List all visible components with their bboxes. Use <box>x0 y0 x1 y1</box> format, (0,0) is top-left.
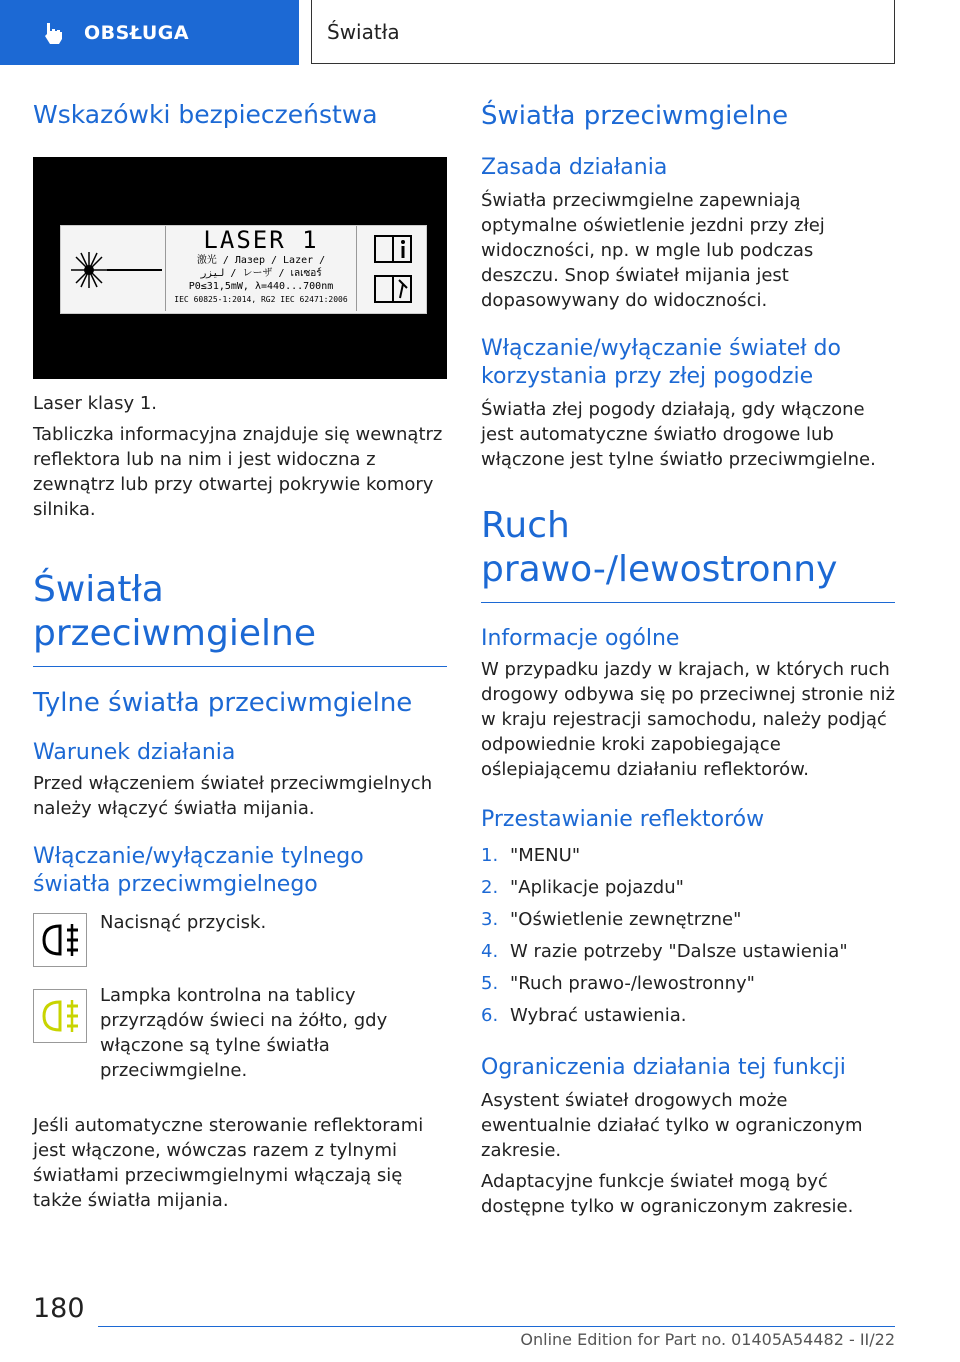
list-item: 3. "Oświetlenie zewnętrzne" <box>481 909 742 930</box>
condition-heading: Warunek działania <box>33 740 236 765</box>
rear-fog-indicator-icon <box>38 996 82 1036</box>
limits-text-2: Adaptacyjne funkcje świateł mogą być dostępne tylko w ograniczonym zakresie. <box>481 1171 854 1217</box>
bad-weather-text: Światła złej pogody działają, gdy włączone jest automatyczne światło drogowe lub włączone jest tylne światło przeciwmgielne. <box>481 399 876 470</box>
section-label: OBSŁUGA <box>84 21 190 44</box>
laser-line-2: ليزر / レーザ / เลเซอร์ <box>200 268 322 279</box>
limits-text-1: Asystent świateł drogowych może ewentualnie działać tylko w ograniczonym zakresie. <box>481 1090 863 1161</box>
laser-class-text: Laser klasy 1. <box>33 393 158 414</box>
laser-label-plate <box>60 225 427 314</box>
list-item: 2. "Aplikacje pojazdu" <box>481 877 684 898</box>
list-item: 6. Wybrać ustawienia. <box>481 1005 687 1026</box>
plate-info-text: Tabliczka informacyjna znajduje się wewnątrz reflektora lub na nim i jest widoczna z zewnątrz lub przy otwartej pokrywie komory silnika. <box>33 424 443 520</box>
bad-weather-heading: Włączanie/wyłączanie świateł do korzystania przy złej pogodzie <box>481 336 841 389</box>
right-column <box>481 92 895 1219</box>
fog-lights-heading: Światła przeciwmgielne <box>33 568 447 667</box>
chapter-title: Światła <box>327 19 400 44</box>
rear-fog-heading: Tylne światła przeciwmgielne <box>33 688 413 718</box>
indicator-lamp <box>33 989 87 1043</box>
principle-text: Światła przeciwmgielne zapewniają optymalne oświetlenie jezdni przy złej widoczności, np. w mgle lub podczas deszczu. Snop świateł mijania jest dopasowywany do widoczności. <box>481 190 825 311</box>
toggle-rear-fog-heading: Włączanie/wyłączanie tylnego światła przeciwmgielnego <box>33 844 364 897</box>
manual-service-icon <box>373 274 413 304</box>
laser-label-image <box>33 157 447 379</box>
rear-fog-lamp-icon <box>38 920 82 960</box>
footer-edition: Online Edition for Part no. 01405A54482 - II/22 <box>520 1330 895 1349</box>
traffic-side-heading: Ruch prawo-/lewostronny <box>481 504 895 603</box>
list-item: 1. "MENU" <box>481 845 581 866</box>
adjust-headlights-heading: Przestawianie reflektorów <box>481 807 765 832</box>
laser-label-text <box>165 226 357 311</box>
page-number: 180 <box>33 1293 85 1324</box>
safety-heading: Wskazówki bezpieczeństwa <box>33 100 378 129</box>
rear-fog-button[interactable] <box>33 913 87 967</box>
press-button-row <box>33 913 447 967</box>
section-tab <box>0 0 299 65</box>
manual-info-icon <box>373 234 413 264</box>
press-button-text: Nacisnąć przycisk. <box>100 912 267 933</box>
laser-line-1: 激光 / Лазер / Lazer / <box>196 255 326 266</box>
adjust-steps-list <box>481 840 895 1032</box>
laser-title: LASER 1 <box>203 226 319 254</box>
list-item: 4. W razie potrzeby "Dalsze ustawienia" <box>481 941 848 962</box>
general-info-text: W przypadku jazdy w krajach, w których ruch drogowy odbywa się po przeciwnej stronie niż w kraju rejestracji samochodu, należy podjąć odpowiednie kroki zapobiegające oślepiającemu działaniu reflektorów. <box>481 659 895 780</box>
indicator-text: Lampka kontrolna na tablicy przyrządów świeci na żółto, gdy włączone są tylne światła przeciwmgielne. <box>100 985 388 1081</box>
footer-divider <box>98 1326 895 1327</box>
chapter-header <box>311 0 895 64</box>
condition-text: Przed włączeniem świateł przeciwmgielnych należy włączyć światła mijania. <box>33 773 433 819</box>
hand-pointer-icon <box>40 20 66 46</box>
principle-heading: Zasada działania <box>481 155 668 180</box>
general-info-heading: Informacje ogólne <box>481 626 680 651</box>
left-column <box>33 92 447 1213</box>
laser-line-3: P0≤31,5mW, λ=440...700nm <box>188 281 334 292</box>
indicator-row <box>33 985 447 1083</box>
fog-lights-heading-right: Światła przeciwmgielne <box>481 101 789 131</box>
laser-star-icon <box>67 240 167 300</box>
laser-line-4: IEC 60825-1:2014, RG2 IEC 62471:2006 <box>174 295 348 304</box>
list-item: 5. "Ruch prawo-/lewostronny" <box>481 973 755 994</box>
limits-heading: Ograniczenia działania tej funkcji <box>481 1055 846 1080</box>
auto-headlight-text: Jeśli automatyczne sterowanie reflektorami jest włączone, wówczas razem z tylnymi światłami przeciwmgielnymi włączają się także światła mijania. <box>33 1115 424 1211</box>
